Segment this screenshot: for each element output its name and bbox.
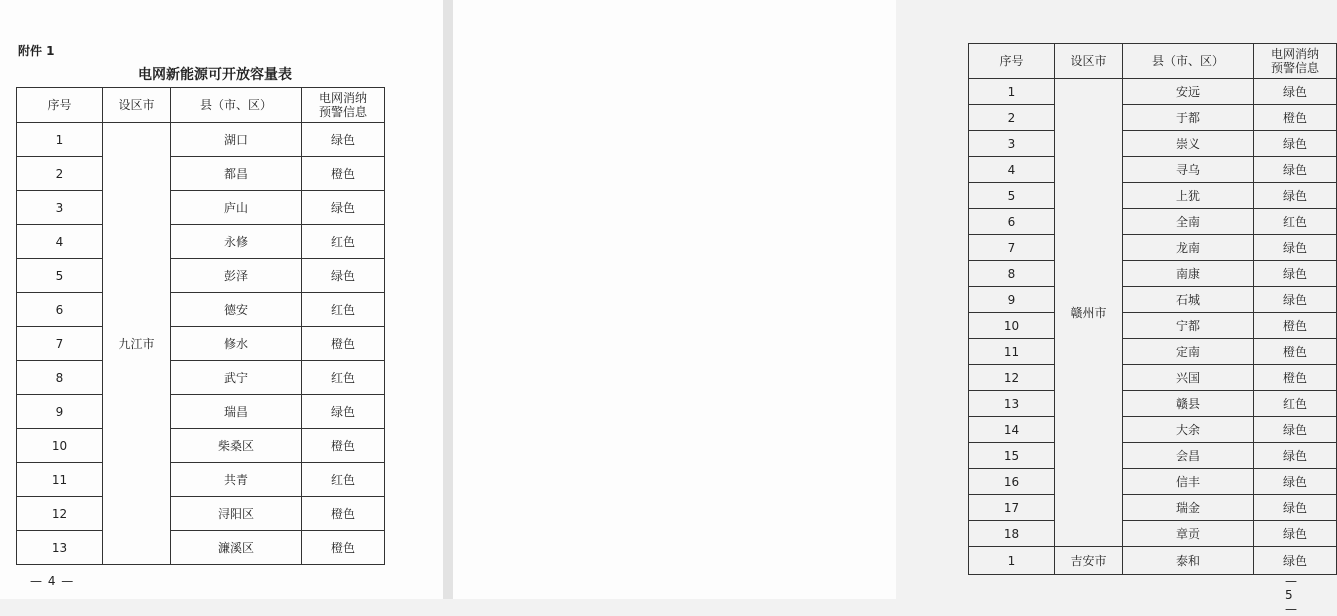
table-row	[969, 417, 1337, 443]
table-row	[17, 395, 385, 429]
header-county: 县（市、区）	[1123, 44, 1254, 79]
serial-number-cell: 17	[969, 495, 1055, 521]
table-row	[17, 463, 385, 497]
table-row	[969, 339, 1337, 365]
table-row	[17, 191, 385, 225]
serial-number-cell: 7	[17, 327, 103, 361]
serial-number-cell: 3	[17, 191, 103, 225]
warning-level-cell: 绿色	[1254, 157, 1337, 183]
header-warning-line2: 预警信息	[318, 105, 367, 119]
header-warning	[302, 88, 385, 123]
capacity-table-right	[968, 43, 1337, 575]
warning-level-cell: 橙色	[1254, 339, 1337, 365]
table-row	[17, 327, 385, 361]
city-cell: 九江市	[103, 123, 171, 565]
table-row	[17, 361, 385, 395]
page-number-left: — 4 —	[30, 574, 75, 588]
city-cell: 吉安市	[1055, 547, 1123, 575]
serial-number-cell: 16	[969, 469, 1055, 495]
county-cell: 章贡	[1123, 521, 1254, 547]
serial-number-cell: 13	[969, 391, 1055, 417]
serial-number-cell: 10	[17, 429, 103, 463]
serial-number-cell: 5	[17, 259, 103, 293]
county-cell: 德安	[171, 293, 302, 327]
county-cell: 赣县	[1123, 391, 1254, 417]
serial-number-cell: 1	[969, 547, 1055, 575]
county-cell: 于都	[1123, 105, 1254, 131]
table-row	[969, 391, 1337, 417]
table-row	[969, 131, 1337, 157]
capacity-table-left	[16, 87, 385, 565]
warning-level-cell: 绿色	[1254, 443, 1337, 469]
table-row	[969, 105, 1337, 131]
table-row	[17, 497, 385, 531]
warning-level-cell: 红色	[1254, 391, 1337, 417]
serial-number-cell: 1	[969, 79, 1055, 105]
warning-level-cell: 橙色	[1254, 105, 1337, 131]
warning-level-cell: 绿色	[302, 123, 385, 157]
table-row	[17, 293, 385, 327]
left-page	[0, 0, 443, 599]
serial-number-cell: 2	[17, 157, 103, 191]
county-cell: 上犹	[1123, 183, 1254, 209]
serial-number-cell: 11	[969, 339, 1055, 365]
county-cell: 宁都	[1123, 313, 1254, 339]
warning-level-cell: 红色	[302, 463, 385, 497]
county-cell: 石城	[1123, 287, 1254, 313]
city-cell: 赣州市	[1055, 79, 1123, 547]
serial-number-cell: 15	[969, 443, 1055, 469]
warning-level-cell: 橙色	[1254, 365, 1337, 391]
table-row	[17, 429, 385, 463]
warning-level-cell: 红色	[302, 293, 385, 327]
warning-level-cell: 绿色	[1254, 495, 1337, 521]
warning-level-cell: 绿色	[1254, 261, 1337, 287]
serial-number-cell: 12	[969, 365, 1055, 391]
county-cell: 全南	[1123, 209, 1254, 235]
warning-level-cell: 橙色	[302, 497, 385, 531]
serial-number-cell: 8	[969, 261, 1055, 287]
county-cell: 南康	[1123, 261, 1254, 287]
table-row	[17, 157, 385, 191]
warning-level-cell: 绿色	[1254, 79, 1337, 105]
county-cell: 兴国	[1123, 365, 1254, 391]
warning-level-cell: 橙色	[302, 157, 385, 191]
header-warning	[1254, 44, 1337, 79]
table-row	[969, 313, 1337, 339]
serial-number-cell: 3	[969, 131, 1055, 157]
warning-level-cell: 绿色	[1254, 547, 1337, 575]
page-number-right: — 5 —	[1285, 574, 1298, 616]
county-cell: 修水	[171, 327, 302, 361]
warning-level-cell: 红色	[302, 361, 385, 395]
header-warning-line2: 预警信息	[1270, 61, 1319, 75]
county-cell: 浔阳区	[171, 497, 302, 531]
serial-number-cell: 1	[17, 123, 103, 157]
warning-level-cell: 橙色	[302, 531, 385, 565]
warning-level-cell: 红色	[302, 225, 385, 259]
table-row	[969, 469, 1337, 495]
table-row	[969, 261, 1337, 287]
county-cell: 瑞昌	[171, 395, 302, 429]
table-row	[969, 79, 1337, 105]
warning-level-cell: 绿色	[1254, 469, 1337, 495]
serial-number-cell: 4	[969, 157, 1055, 183]
serial-number-cell: 6	[969, 209, 1055, 235]
warning-level-cell: 橙色	[302, 327, 385, 361]
header-county: 县（市、区）	[171, 88, 302, 123]
serial-number-cell: 12	[17, 497, 103, 531]
serial-number-cell: 8	[17, 361, 103, 395]
serial-number-cell: 6	[17, 293, 103, 327]
county-cell: 定南	[1123, 339, 1254, 365]
serial-number-cell: 5	[969, 183, 1055, 209]
table-row	[969, 547, 1337, 575]
table-header-row	[17, 88, 385, 123]
table-row	[969, 209, 1337, 235]
table-row	[17, 225, 385, 259]
warning-level-cell: 绿色	[302, 191, 385, 225]
table-row	[17, 259, 385, 293]
county-cell: 柴桑区	[171, 429, 302, 463]
header-city: 设区市	[1055, 44, 1123, 79]
header-city: 设区市	[103, 88, 171, 123]
table-row	[17, 123, 385, 157]
county-cell: 会昌	[1123, 443, 1254, 469]
header-warning-line1: 电网消纳	[1270, 47, 1319, 61]
county-cell: 安远	[1123, 79, 1254, 105]
warning-level-cell: 绿色	[1254, 417, 1337, 443]
county-cell: 都昌	[171, 157, 302, 191]
county-cell: 瑞金	[1123, 495, 1254, 521]
warning-level-cell: 绿色	[1254, 287, 1337, 313]
county-cell: 寻乌	[1123, 157, 1254, 183]
serial-number-cell: 11	[17, 463, 103, 497]
county-cell: 彭泽	[171, 259, 302, 293]
serial-number-cell: 7	[969, 235, 1055, 261]
county-cell: 龙南	[1123, 235, 1254, 261]
warning-level-cell: 橙色	[302, 429, 385, 463]
table-row	[969, 287, 1337, 313]
header-serial: 序号	[969, 44, 1055, 79]
county-cell: 信丰	[1123, 469, 1254, 495]
serial-number-cell: 10	[969, 313, 1055, 339]
county-cell: 濂溪区	[171, 531, 302, 565]
serial-number-cell: 9	[17, 395, 103, 429]
table-row	[969, 157, 1337, 183]
county-cell: 永修	[171, 225, 302, 259]
right-page	[453, 0, 1319, 616]
table-header-row	[969, 44, 1337, 79]
header-serial: 序号	[17, 88, 103, 123]
table-row	[969, 365, 1337, 391]
table-row	[17, 531, 385, 565]
warning-level-cell: 绿色	[302, 259, 385, 293]
page-gutter	[443, 0, 453, 599]
warning-level-cell: 绿色	[1254, 131, 1337, 157]
document-title: 电网新能源可开放容量表	[138, 67, 292, 83]
attachment-label: 附件 1	[18, 44, 55, 58]
county-cell: 武宁	[171, 361, 302, 395]
table-body-left	[17, 123, 385, 565]
county-cell: 共青	[171, 463, 302, 497]
table-row	[969, 235, 1337, 261]
header-warning-line1: 电网消纳	[318, 91, 367, 105]
warning-level-cell: 绿色	[1254, 183, 1337, 209]
warning-level-cell: 橙色	[1254, 313, 1337, 339]
table-row	[969, 495, 1337, 521]
county-cell: 大余	[1123, 417, 1254, 443]
warning-level-cell: 绿色	[1254, 521, 1337, 547]
table-body-right	[969, 79, 1337, 575]
serial-number-cell: 13	[17, 531, 103, 565]
table-row	[969, 183, 1337, 209]
warning-level-cell: 绿色	[302, 395, 385, 429]
table-row	[969, 521, 1337, 547]
county-cell: 崇义	[1123, 131, 1254, 157]
county-cell: 泰和	[1123, 547, 1254, 575]
serial-number-cell: 2	[969, 105, 1055, 131]
serial-number-cell: 9	[969, 287, 1055, 313]
serial-number-cell: 4	[17, 225, 103, 259]
serial-number-cell: 14	[969, 417, 1055, 443]
warning-level-cell: 绿色	[1254, 235, 1337, 261]
table-row	[969, 443, 1337, 469]
warning-level-cell: 红色	[1254, 209, 1337, 235]
county-cell: 庐山	[171, 191, 302, 225]
county-cell: 湖口	[171, 123, 302, 157]
serial-number-cell: 18	[969, 521, 1055, 547]
